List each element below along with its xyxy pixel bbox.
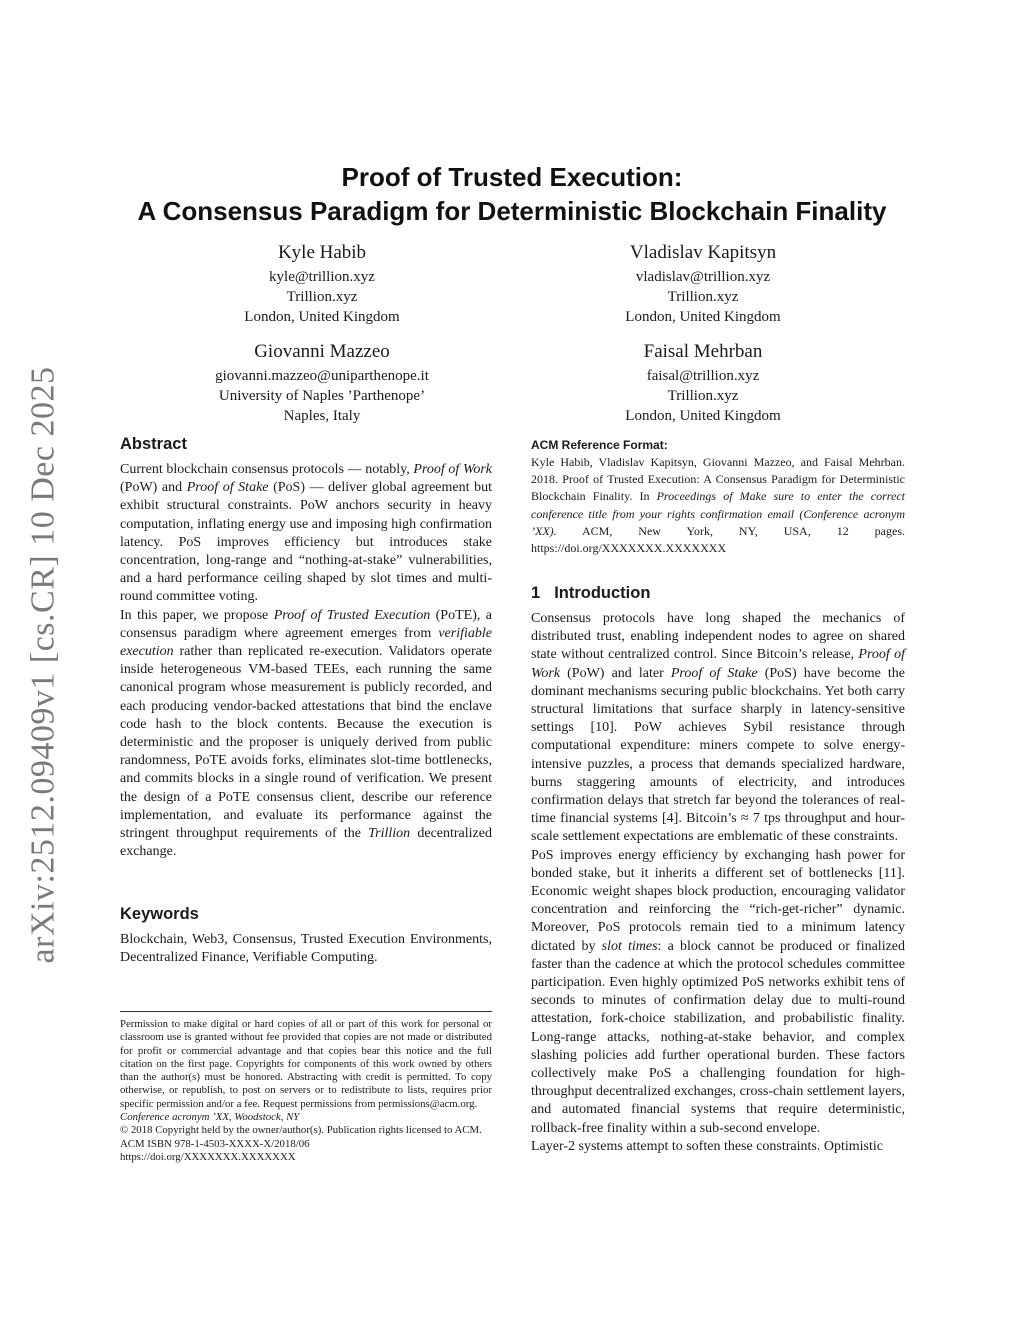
abstract-section — [120, 433, 492, 861]
author-email: giovanni.mazzeo@uniparthenope.it — [215, 368, 429, 384]
section-title: Introduction — [554, 584, 651, 602]
conference-note: Conference acronym ’XX, Woodstock, NY — [120, 1111, 300, 1124]
permission-footnote — [120, 1018, 492, 1164]
keywords-heading: Keywords — [120, 905, 199, 923]
author-name: Giovanni Mazzeo — [254, 341, 390, 362]
author-block-2 — [543, 240, 863, 327]
section-number: 1 — [531, 584, 541, 602]
author-email: kyle@trillion.xyz — [269, 269, 375, 285]
author-location: London, United Kingdom — [625, 408, 781, 424]
author-name: Kyle Habib — [277, 242, 367, 263]
intro-paragraph-2: PoS improves energy efficiency by exchanging hash power for bonded stake, but it inherits a different set of bottlenecks [11]. Economic weight shapes block production, encouraging validator concentration and reinforcing the “rich-get-richer” dynamic. Moreover, PoS protocols remain tied to a minimum latency dictated by slot times: a block cannot be produced or finalized faster than the cadence at which the protocol schedules committee participation. Even highly optimized PoS networks exhibit tens of seconds to minutes of confirmation delay due to multi-round attestation, fork-choice stabilization, and probabilistic finality. Long-range attacks, nothing-at-stake behavior, and complex slashing policies add further operational burden. These factors collectively make PoS a challenging foundation for high-throughput decentralized exchanges, cross-chain settlement layers, and automated financial systems that require deterministic, rollback-free finality within a sub-second envelope. — [531, 847, 906, 1136]
paper-title — [100, 160, 924, 228]
introduction-section — [531, 582, 905, 1156]
author-affiliation: University of Naples ’Parthenope’ — [218, 388, 426, 404]
abstract-paragraph-2: In this paper, we propose Proof of Trusted Execution (PoTE), a consensus paradigm where agreement emerges from verifiable execution rather than replicated re-execution. Validators operate inside heterogeneous VM-based TEEs, each running the same canonical program whose measurement is publicly recorded, and each producing vendor-backed attestations that bind the enclave code hash to the block contents. Because the execution is deterministic and the proposer is uniquely derived from public randomness, PoTE avoids forks, eliminates slot-time bottlenecks, and commits blocks in a single round of verification. We present the design of a PoTE consensus client, describe our reference implementation, and evaluate its performance against the stringent throughput requirements of the Trillion decentralized exchange. — [120, 607, 492, 860]
paper-title-line1: Proof of Trusted Execution: — [341, 162, 683, 192]
intro-paragraph-1: Consensus protocols have long shaped the mechanics of distributed trust, enabling independent nodes to agree on shared state without centralized control. Since Bitcoin’s release, Proof of Work (PoW) and later Proof of Stake (PoS) have become the dominant mechanisms securing public blockchains. Yet both carry structural limitations that surface sharply in latency-sensitive settings [10]. PoW achieves Sybil resistance through computational expenditure: miners compete to solve energy-intensive puzzles, a process that demands specialized hardware, burns staggering amounts of electricity, and introduces confirmation delays that stretch far beyond the tolerances of real-time financial systems [4]. Bitcoin’s ≈ 7 tps throughput and hour-scale settlement expectations are emblematic of these constraints. — [531, 611, 905, 845]
paper-title-line2: A Consensus Paradigm for Deterministic Blockchain Finality — [137, 196, 887, 226]
isbn-note: ACM ISBN 978-1-4503-XXXX-X/2018/06 — [120, 1137, 310, 1150]
author-affiliation: Trillion.xyz — [667, 388, 739, 404]
author-affiliation: Trillion.xyz — [667, 289, 739, 305]
footnote-divider — [120, 1011, 492, 1012]
author-block-4 — [543, 339, 863, 426]
abstract-heading: Abstract — [120, 435, 187, 453]
author-location: Naples, Italy — [283, 408, 361, 424]
author-block-3 — [162, 339, 482, 426]
abstract-paragraph-1: Current blockchain consensus protocols — notably, Proof of Work (PoW) and Proof of Stake (PoS) — deliver global agreement but exhibit structural constraints. PoW anchors security in heavy computation, inflating energy use and imposing high confirmation latency. PoS improves efficiency but introduces stake concentration, long-range and “nothing-at-stake” vulnerabilities, and a hard performance ceiling shaped by slot times and multi-round committee voting. — [120, 462, 492, 605]
author-name: Vladislav Kapitsyn — [629, 242, 777, 263]
acm-reference-text: Kyle Habib, Vladislav Kapitsyn, Giovanni Mazzeo, and Faisal Mehrban. 2018. Proof of Trusted Execution: A Consensus Paradigm for Deterministic Blockchain Finality. In Proceedings of Make sure to enter the correct conference title from your rights confirmation email (Conference acronym ’XX). ACM, New York, NY, USA, 12 pages. https://doi.org/XXXXXXX.XXXXXXX — [531, 455, 905, 556]
introduction-heading — [531, 582, 905, 604]
keywords-text: Blockchain, Web3, Consensus, Trusted Execution Environments, Decentralized Finance, Verifiable Computing. — [120, 932, 492, 966]
arxiv-stamp-text: arXiv:2512.09409v1 [cs.CR] 10 Dec 2025 — [24, 366, 62, 964]
acm-reference-section — [531, 437, 905, 557]
acm-reference-label: ACM Reference Format: — [531, 438, 668, 452]
arxiv-stamp — [18, 366, 68, 964]
author-location: London, United Kingdom — [244, 309, 400, 325]
author-name: Faisal Mehrban — [643, 341, 763, 362]
author-location: London, United Kingdom — [625, 309, 781, 325]
author-affiliation: Trillion.xyz — [286, 289, 358, 305]
author-block-1 — [162, 240, 482, 327]
doi-note: https://doi.org/XXXXXXX.XXXXXXX — [120, 1150, 296, 1163]
keywords-section — [120, 903, 492, 967]
intro-paragraph-3: Layer-2 systems attempt to soften these constraints. Optimistic — [531, 1138, 883, 1154]
copyright-note: © 2018 Copyright held by the owner/author(s). Publication rights licensed to ACM. — [120, 1124, 482, 1137]
author-email: vladislav@trillion.xyz — [635, 269, 771, 285]
permission-text: Permission to make digital or hard copies of all or part of this work for personal or classroom use is granted without fee provided that copies are not made or distributed for profit or commercial advantage and that copies bear this notice and the full citation on the first page. Copyrights for components of this work owned by others than the author(s) must be honored. Abstracting with credit is permitted. To copy otherwise, or republish, to post on servers or to redistribute to lists, requires prior specific permission and/or a fee. Request permissions from permissions@acm.org. — [120, 1018, 492, 1110]
author-email: faisal@trillion.xyz — [646, 368, 760, 384]
